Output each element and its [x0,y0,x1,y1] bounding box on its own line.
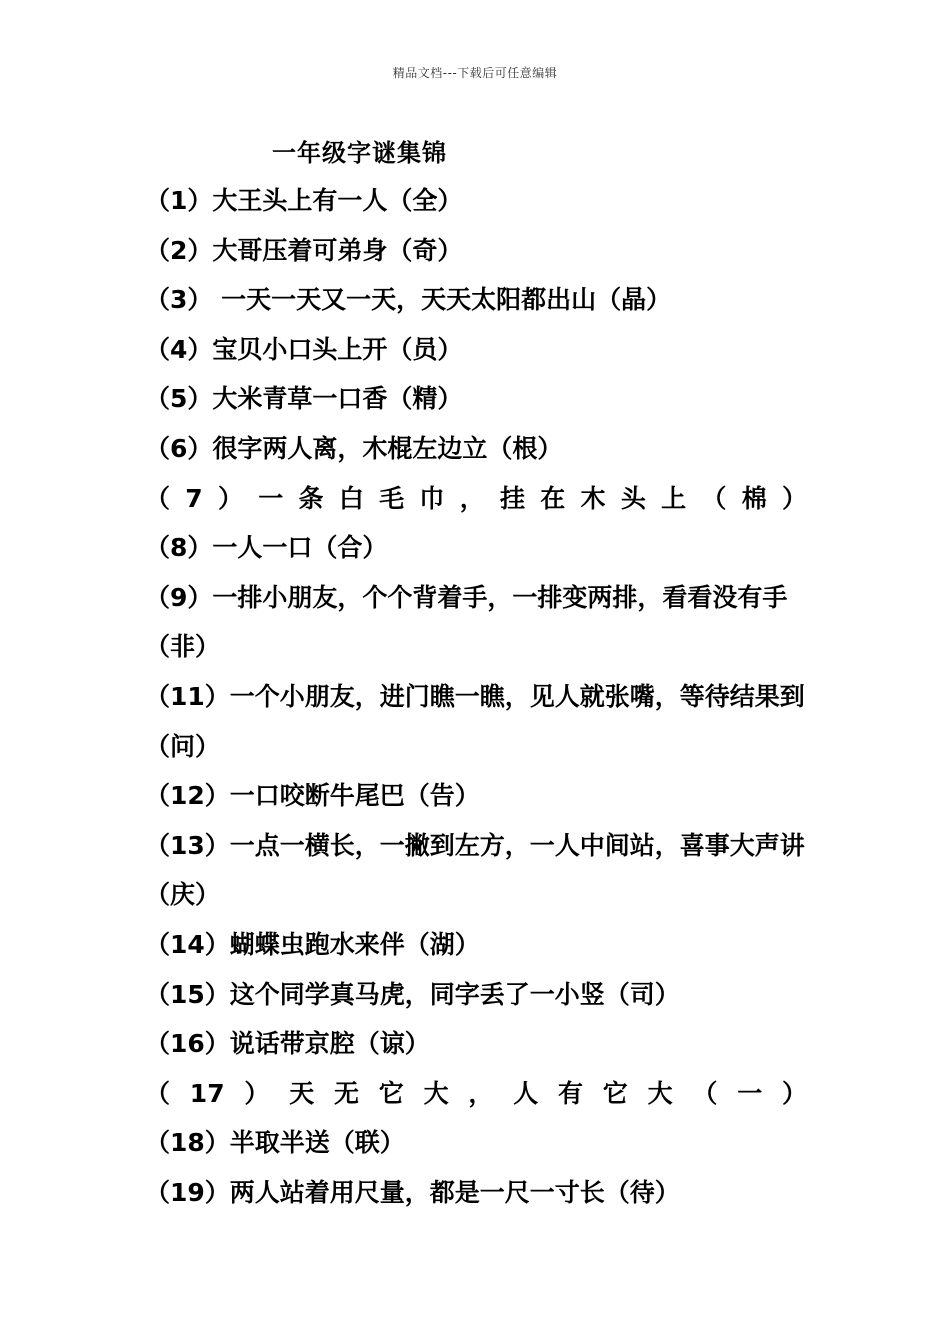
page-title: 一年级字谜集锦 [272,139,447,167]
riddle-item: （12）一口咬断牛尾巴（告） [145,781,480,811]
riddle-item: （14）蝴蝶虫跑水来伴（湖） [145,929,480,959]
riddle-item: （2）大哥压着可弟身（奇） [145,235,463,265]
riddle-item: （1）大王头上有一人（全） [145,186,463,215]
riddle-item: （4）宝贝小口头上开（员） [145,334,463,364]
riddle-item: （8）一人一口（合） [145,533,388,563]
riddle-item: （15）这个同学真马虎，同字丢了一小竖（司） [145,979,680,1009]
riddle-item: （6）很字两人离，木棍左边立（根） [145,433,563,463]
riddle-item: （18）半取半送（联） [145,1128,405,1158]
riddle-item: （16）说话带京腔（谅） [145,1029,430,1059]
riddle-item: （13）一点一横长，一撇到左方，一人中间站，喜事大声讲（庆） [145,830,805,910]
riddle-list [145,176,807,1217]
riddle-item: （9）一排小朋友，个个背着手，一排变两排，看看没有手（非） [145,582,788,662]
riddle-item: （7）一条白毛巾，挂在木头上（棉） [145,483,807,513]
riddle-item: （5）大米青草一口香（精） [145,384,463,414]
header-note: 精品文档---下载后可任意编辑 [392,66,558,80]
riddle-item: （3） 一天一天又一天，天天太阳都出山（晶） [145,285,672,315]
riddle-item: （17）天无它大，人有它大（一） [145,1078,807,1108]
riddle-item: （19）两人站着用尺量，都是一尺一寸长（待） [145,1177,680,1207]
riddle-item: （11）一个小朋友，进门瞧一瞧，见人就张嘴，等待结果到（问） [145,681,805,761]
